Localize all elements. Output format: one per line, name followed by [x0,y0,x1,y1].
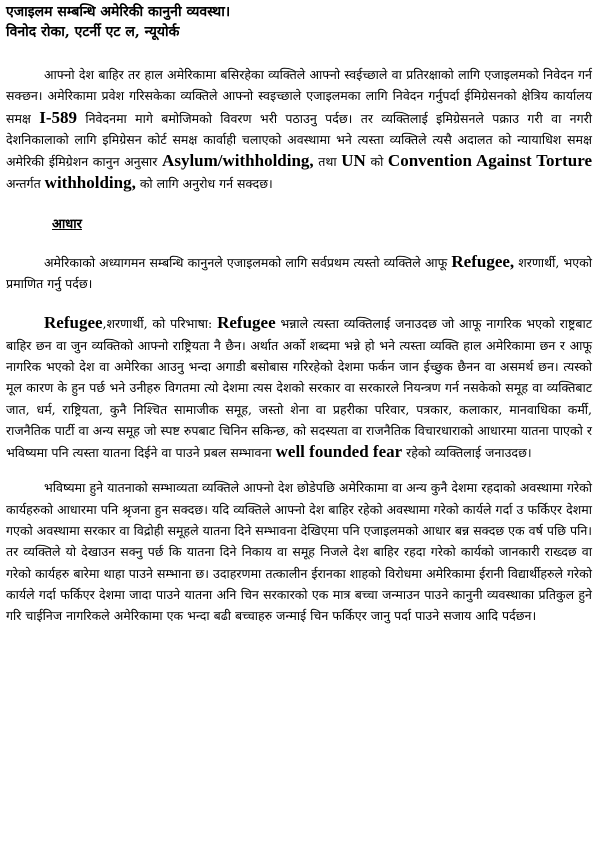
paragraph-future-persecution-text: भविष्यमा हुने यातनाको सम्भाव्यता व्यक्तिले आफ्नो देश छोडेपछि अमेरिकामा वा अन्य कुनै देशमा रहदाको अवस्थामा गरेको कार्यहरुको आधारमा पनि श्रृजना हुन सक्दछ। यदि व्यक्तिले आफ्नो देश बाहिर रहेको अवस्थामा गरेको कार्यले गर्दा उ फर्किएर देशमा गएको अवस्थामा सरकार वा विद्रोही समूहले यातना दिने सम्भावना देखिएमा पनि एजाइलमको आधार बन्न सक्दछ एक वर्ष पछि पनि। तर व्यक्तिले यो देखाउन सक्नु पर्छ कि यातना दिने निकाय वा समूह निजले देश बाहिर रहदा गरेको कार्यको जानकारी राख्दछ वा गरेको कार्यहरु बारेमा थाहा पाउने सम्भाना छ। उदाहरणमा तत्कालीन ईरानका शाहको विरोधमा अमेरिकामा ईरानी विद्यार्थीहरुले गरेको कार्यले गर्दा फर्किएर देशमा जादा पाउने यातना अनि चिन सरकारको एक मात्र बच्चा जन्माउन पाउने कानुनी व्यवस्थाका प्रतिकुल हुने गरि चाईनिज नागरिकले अमेरिकामा एक भन्दा बढी बच्चाहरु जन्माई चिन फर्किएर जानु पर्दा पाउने सजाय आदि पर्दछन। [6,480,592,624]
paragraph-intro-text-5: अन्तर्गत [6,176,45,192]
paragraph-definition-text-1: ,शरणार्थी, को परिभाषा: [102,316,218,332]
paragraph-definition-text-3: रहेको व्यक्तिलाई जनाउदछ। [402,445,532,461]
document-title: एजाइलम सम्बन्धि अमेरिकी कानुनी व्यवस्था। [6,4,231,20]
section-heading: आधार [52,216,82,232]
paragraph-intro-text-2: निवेदनमा मागे बमोजिमको विवरण भरी पठाउनु पर्दछ। तर व्यक्तिलाई इमिग्रेसनले पक्राउ गरी वा नगरी देशनिकालाको लागि इमिग्रेसन कोर्ट समक्ष कार्वाही चलाएको अवस्थामा भने त्यस्ता व्यक्तिले त्यसै अदालत को न्यायाधिश समक्ष अमेरिकी ईमिग्रेशन कानुन अनुसार [6,110,592,170]
term-refugee: Refugee, [451,251,515,271]
paragraph-basis [6,251,592,295]
term-refugee-def: Refugee [217,313,276,333]
term-refugee-lead: Refugee [44,313,103,333]
paragraph-intro-text-6: को लागि अनुरोध गर्न सक्दछ। [135,176,273,192]
paragraph-intro-text-1: आफ्नो देश बाहिर तर हाल अमेरिकामा बसिरहेका व्यक्तिले आफ्नो स्वईच्छाले वा प्रतिरक्षाको लागि एजाइलमको निवेदन गर्न सक्छन। अमेरिकामा प्रवेश गरिसकेका व्यक्तिले आफ्नो स्वइच्छाले एजाइलमका लागि निवेदन गर्नुपर्दा ईमिग्रेसनको क्षेत्रिय कार्यालय समक्ष [6,67,592,126]
paragraph-definition [6,312,592,463]
term-un: UN [341,151,366,171]
paragraph-basis-text-2: शरणार्थी, भएको प्रमाणित गर्नु पर्दछ। [6,254,592,292]
spacer [6,294,592,312]
term-well-founded-fear: well founded fear [275,442,403,462]
term-asylum-withholding: Asylum/withholding, [162,151,314,171]
form-number: I-589 [39,107,78,127]
paragraph-basis-text-1: अमेरिकाको अध्यागमन सम्बन्धि कानुनले एजाइलमको लागि सर्वप्रथम त्यस्तो व्यक्तिले आफू [44,254,452,270]
term-convention-against-torture: Convention Against Torture [387,151,592,171]
paragraph-future-persecution [6,477,592,626]
paragraph-intro-text-3: तथा [313,154,342,170]
document-page [6,2,592,627]
spacer [6,463,592,477]
paragraph-definition-text-2: भन्नाले त्यस्ता व्यक्तिलाई जनाउदछ जो आफू नागरिक भएको राष्ट्रबाट बाहिर छन वा जुन व्यक्तिको आफ्नो राष्ट्रियता नै छैन। अर्थात अर्को शब्दमा भन्ने हो भने त्यस्ता व्यक्ति हाल अमेरिकामा छन र आफू नागरिक भएको देश वा अमेरिका आउनु भन्दा अगाडी बसोबास गरिरहेको देशमा फर्कन जान ईच्छुक छैनन वा असमर्थ छन। त्यस्को मूल कारण के हुन पर्छ भने उनीहरु विगतमा त्यो देशमा त्यस देशको सरकार वा सरकारले नियन्त्रण गर्न नसकेको समूह वा व्यक्तिबाट जात, धर्म, राष्ट्रियता, कुनै निश्चित सामाजीक समूह, जस्तो शेना वा प्रहरीका परिवार, पत्रकार, कलाकार, मानवाधिका कर्मी, राजनैतिक पार्टी वा अन्य समूह जो स्पष्ट रुपबाट चिनिन सकिन्छ, को सदस्यता वा राजनैतिक विचारधाराको आधारमा यातना पाएको र भविष्यमा पनि त्यस्ता यातना दिईने वा पाउने प्रबल सम्भावना [6,316,593,461]
paragraph-intro [6,64,592,195]
paragraph-intro-text-4: को [365,154,388,170]
author-line: विनोद रोका, एटर्नी एट ल, न्यूयोर्क [6,24,180,40]
term-withholding: withholding, [44,173,136,193]
